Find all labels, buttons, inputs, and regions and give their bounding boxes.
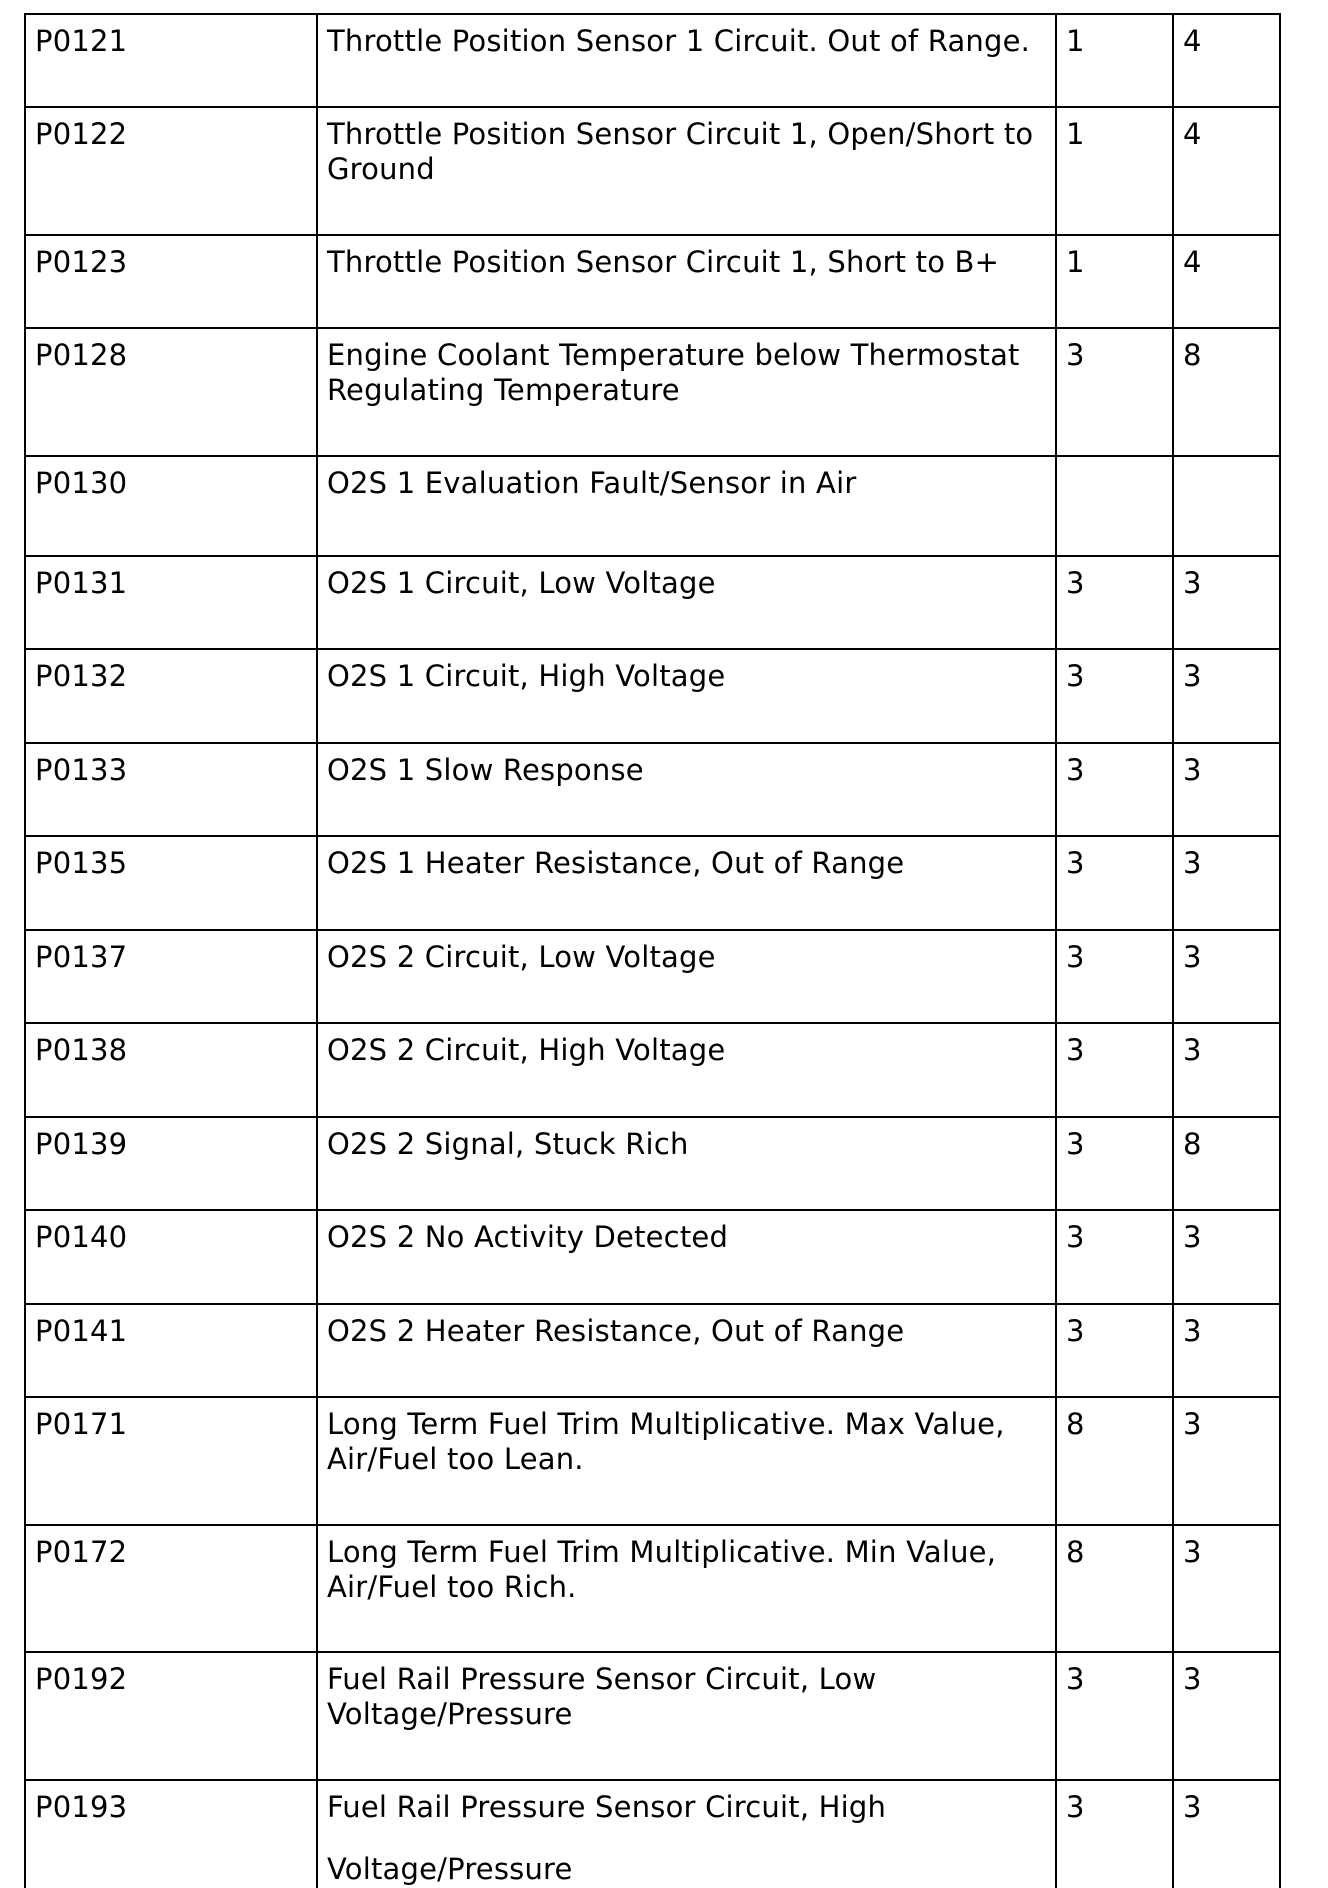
dtc-col4-cell: 4 <box>1173 14 1280 107</box>
dtc-col4-cell: 3 <box>1173 836 1280 930</box>
dtc-col3-cell: 3 <box>1056 1780 1173 1888</box>
table-row <box>25 14 1280 107</box>
dtc-description-cell: Fuel Rail Pressure Sensor Circuit, Low Voltage/Pressure <box>317 1652 1056 1780</box>
table-row <box>25 1210 1280 1304</box>
dtc-col3-cell: 1 <box>1056 14 1173 107</box>
dtc-description-line-1: Fuel Rail Pressure Sensor Circuit, High <box>327 1790 887 1824</box>
dtc-col3-cell: 8 <box>1056 1525 1173 1652</box>
dtc-description-cell: Throttle Position Sensor 1 Circuit. Out of Range. <box>317 14 1056 107</box>
dtc-col3-cell: 3 <box>1056 1304 1173 1397</box>
dtc-col4-cell: 3 <box>1173 1525 1280 1652</box>
table-row <box>25 1780 1280 1888</box>
dtc-description-cell: Throttle Position Sensor Circuit 1, Short to B+ <box>317 235 1056 328</box>
dtc-col4-cell: 3 <box>1173 1304 1280 1397</box>
dtc-col4-cell: 8 <box>1173 1117 1280 1210</box>
table-row <box>25 1525 1280 1652</box>
dtc-description-cell <box>317 1780 1056 1888</box>
dtc-code-cell: P0133 <box>25 743 317 836</box>
dtc-description-cell: Long Term Fuel Trim Multiplicative. Max Value, Air/Fuel too Lean. <box>317 1397 1056 1525</box>
dtc-col3-cell: 1 <box>1056 107 1173 235</box>
dtc-code-cell: P0193 <box>25 1780 317 1888</box>
dtc-col4-cell: 4 <box>1173 235 1280 328</box>
dtc-code-cell: P0171 <box>25 1397 317 1525</box>
dtc-col4-cell: 3 <box>1173 1652 1280 1780</box>
dtc-col3-cell: 1 <box>1056 235 1173 328</box>
dtc-description-line-2: Voltage/Pressure <box>327 1852 573 1886</box>
dtc-col3-cell: 3 <box>1056 328 1173 456</box>
table-row <box>25 1023 1280 1117</box>
dtc-col3-cell: 3 <box>1056 1652 1173 1780</box>
dtc-code-cell: P0135 <box>25 836 317 930</box>
dtc-code-cell: P0140 <box>25 1210 317 1304</box>
dtc-description-cell: O2S 1 Circuit, Low Voltage <box>317 556 1056 649</box>
dtc-description-cell: O2S 2 Circuit, High Voltage <box>317 1023 1056 1117</box>
dtc-description-cell: O2S 1 Evaluation Fault/Sensor in Air <box>317 456 1056 556</box>
dtc-code-cell: P0192 <box>25 1652 317 1780</box>
dtc-col4-cell: 3 <box>1173 1023 1280 1117</box>
dtc-col3-cell: 3 <box>1056 1210 1173 1304</box>
dtc-description-cell: Throttle Position Sensor Circuit 1, Open/Short to Ground <box>317 107 1056 235</box>
dtc-col4-cell: 3 <box>1173 743 1280 836</box>
dtc-code-cell: P0122 <box>25 107 317 235</box>
dtc-description-cell: O2S 1 Heater Resistance, Out of Range <box>317 836 1056 930</box>
dtc-table <box>24 13 1281 1888</box>
dtc-description-cell: O2S 1 Circuit, High Voltage <box>317 649 1056 743</box>
table-row <box>25 328 1280 456</box>
dtc-col3-cell: 8 <box>1056 1397 1173 1525</box>
table-row <box>25 836 1280 930</box>
dtc-description-cell: Long Term Fuel Trim Multiplicative. Min Value, Air/Fuel too Rich. <box>317 1525 1056 1652</box>
table-row <box>25 930 1280 1023</box>
dtc-col4-cell: 3 <box>1173 1397 1280 1525</box>
dtc-code-cell: P0123 <box>25 235 317 328</box>
table-row <box>25 743 1280 836</box>
dtc-code-cell: P0131 <box>25 556 317 649</box>
dtc-col4-cell: 3 <box>1173 1780 1280 1888</box>
table-row <box>25 556 1280 649</box>
dtc-code-cell: P0132 <box>25 649 317 743</box>
table-row <box>25 1304 1280 1397</box>
table-row <box>25 1397 1280 1525</box>
dtc-description-cell: O2S 2 Circuit, Low Voltage <box>317 930 1056 1023</box>
table-row <box>25 235 1280 328</box>
dtc-col4-cell: 3 <box>1173 930 1280 1023</box>
dtc-code-cell: P0137 <box>25 930 317 1023</box>
dtc-description-cell: O2S 2 Heater Resistance, Out of Range <box>317 1304 1056 1397</box>
table-row <box>25 107 1280 235</box>
dtc-col3-cell: 3 <box>1056 743 1173 836</box>
dtc-col3-cell: 3 <box>1056 836 1173 930</box>
dtc-col4-cell <box>1173 456 1280 556</box>
dtc-col3-cell: 3 <box>1056 1117 1173 1210</box>
dtc-col3-cell: 3 <box>1056 556 1173 649</box>
dtc-description-cell: Engine Coolant Temperature below Thermostat Regulating Temperature <box>317 328 1056 456</box>
dtc-col4-cell: 3 <box>1173 1210 1280 1304</box>
dtc-code-cell: P0121 <box>25 14 317 107</box>
dtc-col3-cell: 3 <box>1056 1023 1173 1117</box>
table-row <box>25 1652 1280 1780</box>
dtc-code-cell: P0128 <box>25 328 317 456</box>
table-row <box>25 456 1280 556</box>
dtc-description-cell: O2S 2 No Activity Detected <box>317 1210 1056 1304</box>
dtc-col3-cell: 3 <box>1056 649 1173 743</box>
dtc-code-cell: P0141 <box>25 1304 317 1397</box>
dtc-code-cell: P0130 <box>25 456 317 556</box>
dtc-code-cell: P0138 <box>25 1023 317 1117</box>
dtc-code-cell: P0139 <box>25 1117 317 1210</box>
dtc-col4-cell: 3 <box>1173 556 1280 649</box>
dtc-description-cell: O2S 2 Signal, Stuck Rich <box>317 1117 1056 1210</box>
dtc-description-cell: O2S 1 Slow Response <box>317 743 1056 836</box>
table-row <box>25 649 1280 743</box>
dtc-col4-cell: 4 <box>1173 107 1280 235</box>
table-row <box>25 1117 1280 1210</box>
dtc-col4-cell: 3 <box>1173 649 1280 743</box>
dtc-col4-cell: 8 <box>1173 328 1280 456</box>
dtc-col3-cell <box>1056 456 1173 556</box>
dtc-code-cell: P0172 <box>25 1525 317 1652</box>
dtc-col3-cell: 3 <box>1056 930 1173 1023</box>
